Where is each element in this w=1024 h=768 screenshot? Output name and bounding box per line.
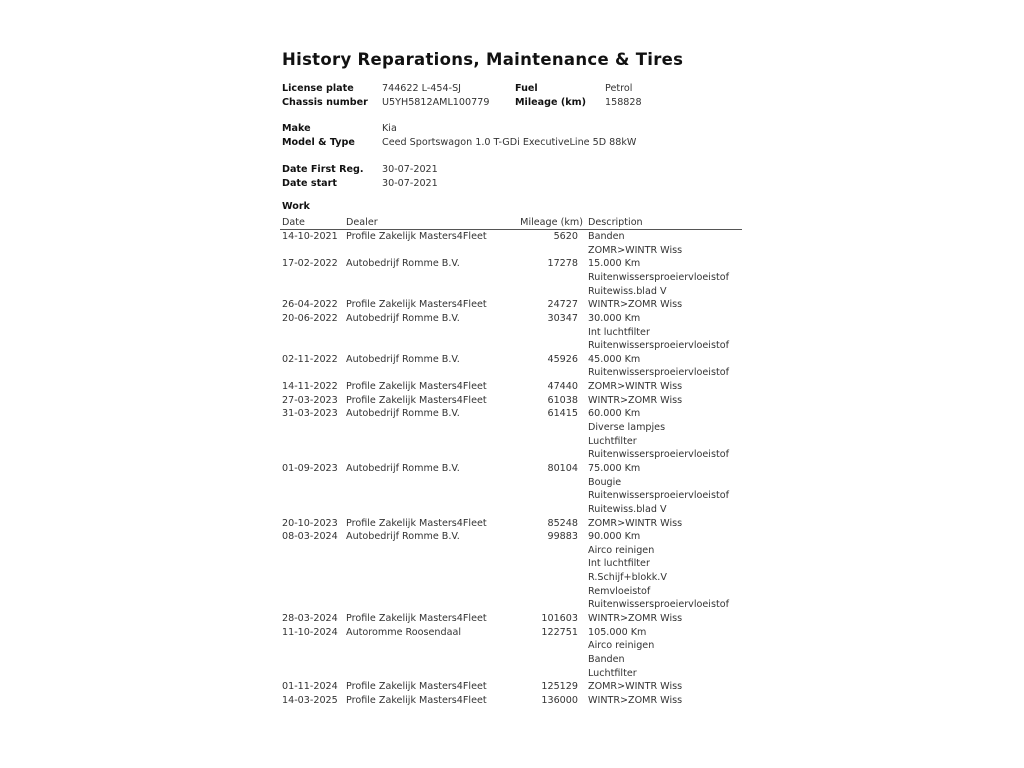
first-reg-label: Date First Reg.	[282, 164, 364, 175]
row-dealer: Autobedrijf Romme B.V.	[346, 462, 460, 474]
row-date: 14-11-2022	[282, 381, 338, 393]
row-mileage: 125129	[541, 681, 578, 693]
row-description	[586, 298, 742, 312]
description-line: 60.000 Km	[588, 408, 641, 420]
description-line: Int luchtfilter	[588, 558, 650, 570]
row-description	[586, 394, 742, 408]
row-date: 17-02-2022	[282, 258, 338, 270]
row-description	[586, 517, 742, 531]
description-line: Ruitenwissersproeiervloeistof	[588, 490, 729, 502]
row-mileage: 61415	[547, 408, 578, 420]
row-date: 20-06-2022	[282, 312, 338, 324]
row-date: 14-10-2021	[282, 231, 338, 242]
row-dealer: Autobedrijf Romme B.V.	[346, 312, 460, 324]
description-line: ZOMR>WINTR Wiss	[588, 517, 683, 529]
row-mileage: 136000	[541, 694, 578, 706]
description-line: Ruitenwissersproeiervloeistof	[588, 340, 729, 352]
description-line: Airco reinigen	[588, 544, 655, 556]
description-line: WINTR>ZOMR Wiss	[588, 613, 683, 624]
description-line: Int luchtfilter	[588, 326, 650, 338]
row-mileage: 61038	[547, 394, 578, 406]
table-row	[280, 694, 742, 708]
row-mileage: 122751	[541, 626, 578, 638]
table-row	[280, 530, 742, 612]
row-mileage: 47440	[547, 381, 578, 393]
row-date: 28-03-2024	[282, 613, 338, 624]
description-line: Banden	[588, 231, 625, 242]
row-description	[586, 680, 742, 694]
description-line: ZOMR>WINTR Wiss	[588, 381, 683, 393]
date-start-value: 30-07-2021	[382, 178, 438, 189]
table-row	[280, 353, 742, 380]
model-value: Ceed Sportswagon 1.0 T-GDi ExecutiveLine 5D 88kW	[382, 137, 637, 148]
row-description	[586, 407, 742, 462]
description-line: Ruitenwissersproeiervloeistof	[588, 449, 729, 461]
chassis-label: Chassis number	[282, 97, 368, 108]
table-row	[280, 380, 742, 394]
table-row	[280, 394, 742, 408]
model-label: Model & Type	[282, 137, 355, 148]
row-date: 01-09-2023	[282, 462, 338, 474]
row-date: 08-03-2024	[282, 531, 338, 543]
header-description: Description	[586, 216, 742, 230]
work-section-label: Work	[282, 201, 310, 212]
table-row	[280, 612, 742, 626]
row-mileage: 5620	[553, 231, 578, 242]
row-mileage: 45926	[547, 353, 578, 365]
description-line: Luchtfilter	[588, 435, 637, 447]
row-description	[586, 230, 742, 258]
description-line: 15.000 Km	[588, 258, 641, 270]
fuel-value: Petrol	[605, 83, 633, 94]
row-mileage: 24727	[547, 299, 578, 311]
license-plate-label: License plate	[282, 83, 354, 94]
row-dealer: Profile Zakelijk Masters4Fleet	[346, 394, 487, 406]
row-dealer: Profile Zakelijk Masters4Fleet	[346, 517, 487, 529]
description-line: WINTR>ZOMR Wiss	[588, 394, 683, 406]
row-dealer: Autobedrijf Romme B.V.	[346, 353, 460, 365]
row-description	[586, 380, 742, 394]
row-mileage: 17278	[547, 258, 578, 270]
row-dealer: Autobedrijf Romme B.V.	[346, 531, 460, 543]
work-table	[280, 216, 742, 708]
row-mileage: 101603	[541, 613, 578, 624]
row-description	[586, 312, 742, 353]
row-description	[586, 462, 742, 517]
table-row	[280, 312, 742, 353]
description-line: WINTR>ZOMR Wiss	[588, 694, 683, 706]
table-row	[280, 462, 742, 517]
row-dealer: Profile Zakelijk Masters4Fleet	[346, 694, 487, 706]
row-dealer: Profile Zakelijk Masters4Fleet	[346, 681, 487, 693]
description-line: Remvloeistof	[588, 585, 651, 597]
row-date: 14-03-2025	[282, 694, 338, 706]
row-description	[586, 530, 742, 612]
chassis-value: U5YH5812AML100779	[382, 97, 490, 108]
row-dealer: Autobedrijf Romme B.V.	[346, 258, 460, 270]
row-dealer: Autoromme Roosendaal	[346, 626, 461, 638]
mileage-value: 158828	[605, 97, 642, 108]
make-label: Make	[282, 123, 311, 134]
description-line: 30.000 Km	[588, 312, 641, 324]
row-date: 26-04-2022	[282, 299, 338, 311]
table-row	[280, 680, 742, 694]
fuel-label: Fuel	[515, 83, 538, 94]
row-date: 31-03-2023	[282, 408, 338, 420]
description-line: Ruitenwissersproeiervloeistof	[588, 271, 729, 283]
description-line: Ruitenwissersproeiervloeistof	[588, 599, 729, 611]
table-row	[280, 230, 742, 258]
row-dealer: Autobedrijf Romme B.V.	[346, 408, 460, 420]
row-description	[586, 257, 742, 298]
description-line: Banden	[588, 653, 625, 665]
work-table-body	[280, 230, 742, 708]
row-mileage: 99883	[547, 531, 578, 543]
mileage-label: Mileage (km)	[515, 97, 586, 108]
description-line: Diverse lampjes	[588, 422, 666, 434]
description-line: 90.000 Km	[588, 531, 641, 543]
table-row	[280, 298, 742, 312]
row-dealer: Profile Zakelijk Masters4Fleet	[346, 381, 487, 393]
description-line: 45.000 Km	[588, 353, 641, 365]
history-document	[282, 48, 744, 706]
row-description	[586, 612, 742, 626]
description-line: R.Schijf+blokk.V	[588, 572, 667, 584]
description-line: ZOMR>WINTR Wiss	[588, 244, 683, 256]
description-line: 105.000 Km	[588, 626, 647, 638]
description-line: WINTR>ZOMR Wiss	[588, 299, 683, 311]
row-description	[586, 694, 742, 708]
row-dealer: Profile Zakelijk Masters4Fleet	[346, 299, 487, 311]
page-title: History Reparations, Maintenance & Tires	[282, 50, 684, 69]
row-mileage: 80104	[547, 462, 578, 474]
description-line: Ruitenwissersproeiervloeistof	[588, 367, 729, 379]
table-row	[280, 517, 742, 531]
table-row	[280, 626, 742, 681]
table-row	[280, 257, 742, 298]
description-line: Ruitewiss.blad V	[588, 285, 667, 297]
license-plate-value: 744622 L-454-SJ	[382, 83, 462, 94]
make-value: Kia	[382, 123, 397, 134]
first-reg-value: 30-07-2021	[382, 164, 438, 175]
description-line: 75.000 Km	[588, 462, 641, 474]
date-start-label: Date start	[282, 178, 337, 189]
header-dealer: Dealer	[344, 216, 516, 230]
description-line: Bougie	[588, 476, 622, 488]
row-mileage: 30347	[547, 312, 578, 324]
table-row	[280, 407, 742, 462]
header-mileage: Mileage (km)	[516, 216, 586, 230]
row-dealer: Profile Zakelijk Masters4Fleet	[346, 613, 487, 624]
row-date: 27-03-2023	[282, 394, 338, 406]
description-line: Airco reinigen	[588, 640, 655, 652]
header-date: Date	[280, 216, 344, 230]
row-date: 20-10-2023	[282, 517, 338, 529]
work-table-header	[280, 216, 742, 230]
description-line: ZOMR>WINTR Wiss	[588, 681, 683, 693]
row-dealer: Profile Zakelijk Masters4Fleet	[346, 231, 487, 242]
row-date: 01-11-2024	[282, 681, 338, 693]
row-date: 11-10-2024	[282, 626, 338, 638]
row-mileage: 85248	[547, 517, 578, 529]
description-line: Ruitewiss.blad V	[588, 503, 667, 515]
row-description	[586, 626, 742, 681]
description-line: Luchtfilter	[588, 667, 637, 679]
row-description	[586, 353, 742, 380]
row-date: 02-11-2022	[282, 353, 338, 365]
